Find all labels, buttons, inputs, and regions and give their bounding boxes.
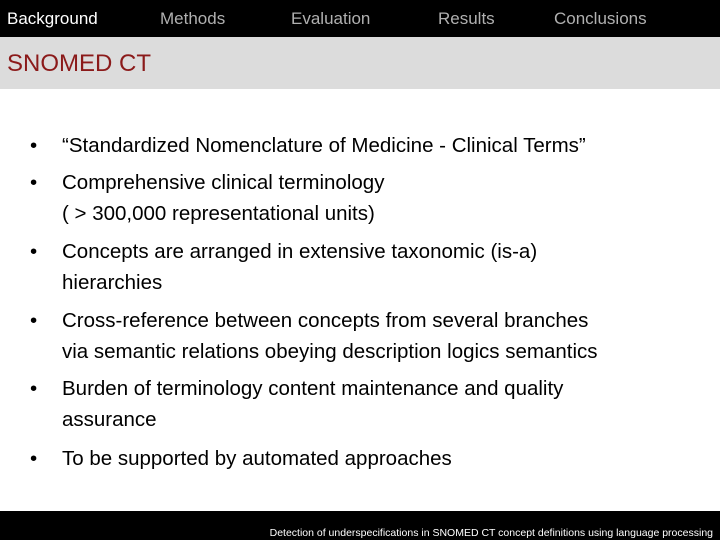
bullet-line: “Standardized Nomenclature of Medicine - Clinical Terms” xyxy=(62,134,586,157)
title-band xyxy=(0,37,720,89)
nav-item-background[interactable]: Background xyxy=(7,9,98,28)
nav-item-conclusions[interactable]: Conclusions xyxy=(554,9,647,28)
bullet-line: assurance xyxy=(62,408,157,431)
bullet-line: Concepts are arranged in extensive taxonomic (is-a) xyxy=(62,240,538,263)
slide-title: SNOMED CT xyxy=(7,50,151,77)
section-nav-bar xyxy=(0,0,720,37)
footer-bar xyxy=(0,511,720,540)
bullet-line: To be supported by automated approaches xyxy=(62,447,452,470)
bullet-dot-icon: • xyxy=(30,377,38,400)
bullet-item xyxy=(30,305,700,367)
bullet-item xyxy=(30,443,700,474)
bullet-line: ( > 300,000 representational units) xyxy=(62,202,375,225)
bullet-line: via semantic relations obeying description logics semantics xyxy=(62,340,598,363)
bullet-line: Comprehensive clinical terminology xyxy=(62,171,385,194)
nav-item-evaluation[interactable]: Evaluation xyxy=(291,9,371,28)
bullet-dot-icon: • xyxy=(30,447,38,470)
bullet-item xyxy=(30,167,700,229)
footer-caption: Detection of underspecifications in SNOMED CT concept definitions using language processing xyxy=(269,527,713,539)
bullet-line: Burden of terminology content maintenance and quality xyxy=(62,377,564,400)
bullet-item xyxy=(30,236,700,298)
nav-item-methods[interactable]: Methods xyxy=(160,9,226,28)
bullet-item xyxy=(30,373,700,435)
bullet-dot-icon: • xyxy=(30,309,38,332)
nav-item-results[interactable]: Results xyxy=(438,9,495,28)
bullet-item xyxy=(30,130,700,161)
bullet-dot-icon: • xyxy=(30,240,38,263)
bullet-dot-icon: • xyxy=(30,134,38,157)
bullet-dot-icon: • xyxy=(30,171,38,194)
bullet-line: hierarchies xyxy=(62,271,163,294)
bullet-line: Cross-reference between concepts from several branches xyxy=(62,309,589,332)
